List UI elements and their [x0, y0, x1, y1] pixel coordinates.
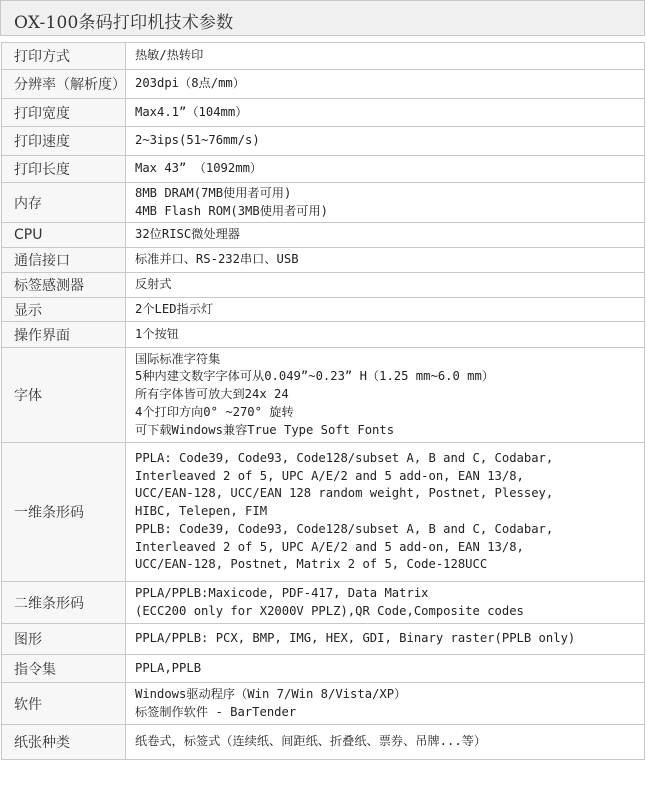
spec-value — [126, 43, 645, 70]
spec-label: CPU — [2, 223, 126, 248]
spec-value-line: 8MB DRAM(7MB使用者可用) — [135, 185, 292, 200]
spec-value — [126, 322, 645, 348]
spec-value-line: 2~3ips(51~76mm/s) — [135, 133, 260, 148]
spec-value-line: Max 43” （1092mm） — [135, 161, 263, 176]
spec-row — [2, 725, 645, 760]
spec-table — [1, 42, 645, 760]
spec-row — [2, 582, 645, 624]
spec-row — [2, 298, 645, 322]
spec-value — [126, 443, 645, 582]
spec-value — [126, 655, 645, 683]
spec-table-body — [2, 43, 645, 760]
spec-value-line: 所有字体皆可放大到24x 24 — [135, 387, 289, 402]
spec-label: 字体 — [2, 348, 126, 443]
spec-value-line: PPLA,PPLB — [135, 660, 202, 675]
spec-value — [126, 624, 645, 655]
spec-label: 打印方式 — [2, 43, 126, 70]
spec-value-line: 反射式 — [135, 277, 172, 292]
spec-value-line: 标签制作软件 - BarTender — [135, 704, 297, 719]
spec-value-line: 国际标准字符集 — [135, 351, 221, 366]
spec-value-line: PPLA/PPLB:Maxicode, PDF-417, Data Matrix — [135, 585, 429, 600]
spec-value — [126, 248, 645, 273]
spec-value-line: UCC/EAN-128, Postnet, Matrix 2 of 5, Code-128UCC — [135, 557, 488, 572]
spec-row — [2, 273, 645, 298]
spec-label: 显示 — [2, 298, 126, 322]
spec-value — [126, 99, 645, 127]
spec-row — [2, 683, 645, 725]
spec-value-line: 1个按钮 — [135, 326, 179, 341]
spec-value-line: PPLA: Code39, Code93, Code128/subset A, B and C, Codabar, — [135, 450, 554, 465]
spec-label: 一维条形码 — [2, 443, 126, 582]
spec-value-line: Interleaved 2 of 5, UPC A/E/2 and 5 add-on, EAN 13/8, — [135, 539, 524, 554]
spec-label: 分辨率（解析度） — [2, 70, 126, 99]
spec-value-line: 32位RISC微处理器 — [135, 227, 240, 242]
spec-label: 操作界面 — [2, 322, 126, 348]
spec-row — [2, 127, 645, 156]
spec-value-line: Interleaved 2 of 5, UPC A/E/2 and 5 add-on, EAN 13/8, — [135, 468, 524, 483]
spec-value-line: 纸卷式，标签式（连续纸、间距纸、折叠纸、票券、吊牌...等） — [135, 734, 487, 749]
spec-row — [2, 183, 645, 223]
spec-label: 标签感测器 — [2, 273, 126, 298]
spec-value — [126, 298, 645, 322]
spec-row — [2, 70, 645, 99]
title-bar — [0, 0, 645, 36]
spec-label: 打印长度 — [2, 156, 126, 183]
spec-value-line: 热敏/热转印 — [135, 48, 204, 63]
spec-label: 软件 — [2, 683, 126, 725]
spec-label: 打印速度 — [2, 127, 126, 156]
spec-value-line: (ECC200 only for X2000V PPLZ),QR Code,Composite codes — [135, 603, 524, 618]
spec-row — [2, 99, 645, 127]
spec-label: 二维条形码 — [2, 582, 126, 624]
spec-value-line: HIBC, Telepen, FIM — [135, 504, 268, 519]
spec-value-line: 4个打印方向0° ~270° 旋转 — [135, 404, 294, 419]
spec-label: 内存 — [2, 183, 126, 223]
spec-value — [126, 683, 645, 725]
spec-value — [126, 156, 645, 183]
spec-value-line: Windows驱动程序（Win 7/Win 8/Vista/XP） — [135, 686, 407, 701]
page-title: OX-100条码打印机技术参数 — [14, 13, 234, 33]
spec-value-line: 可下载Windows兼容True Type Soft Fonts — [135, 422, 395, 437]
spec-row — [2, 655, 645, 683]
spec-row — [2, 156, 645, 183]
spec-value — [126, 348, 645, 443]
spec-label: 纸张种类 — [2, 725, 126, 760]
spec-value — [126, 725, 645, 760]
spec-label: 打印宽度 — [2, 99, 126, 127]
spec-value — [126, 127, 645, 156]
spec-row — [2, 223, 645, 248]
spec-value-line: 标准并口、RS-232串口、USB — [135, 252, 299, 267]
spec-value — [126, 223, 645, 248]
spec-value — [126, 273, 645, 298]
spec-row — [2, 248, 645, 273]
spec-value-line: 203dpi（8点/mm） — [135, 76, 245, 91]
spec-value — [126, 70, 645, 99]
spec-value-line: 5种内建文数字字体可从0.049”~0.23” H（1.25 mm~6.0 mm） — [135, 369, 495, 384]
spec-value-line: 2个LED指示灯 — [135, 301, 214, 316]
spec-value-line: Max4.1”（104mm） — [135, 104, 248, 119]
spec-value-line: UCC/EAN-128, UCC/EAN 128 random weight, Postnet, Plessey, — [135, 486, 554, 501]
spec-row — [2, 348, 645, 443]
spec-value-line: PPLB: Code39, Code93, Code128/subset A, B and C, Codabar, — [135, 521, 554, 536]
spec-row — [2, 43, 645, 70]
spec-value — [126, 582, 645, 624]
spec-label: 通信接口 — [2, 248, 126, 273]
spec-value — [126, 183, 645, 223]
spec-label: 图形 — [2, 624, 126, 655]
spec-value-line: 4MB Flash ROM(3MB使用者可用) — [135, 203, 329, 218]
spec-row — [2, 624, 645, 655]
spec-row — [2, 443, 645, 582]
spec-value-line: PPLA/PPLB: PCX, BMP, IMG, HEX, GDI, Binary raster(PPLB only) — [135, 631, 576, 646]
spec-label: 指令集 — [2, 655, 126, 683]
spec-row — [2, 322, 645, 348]
